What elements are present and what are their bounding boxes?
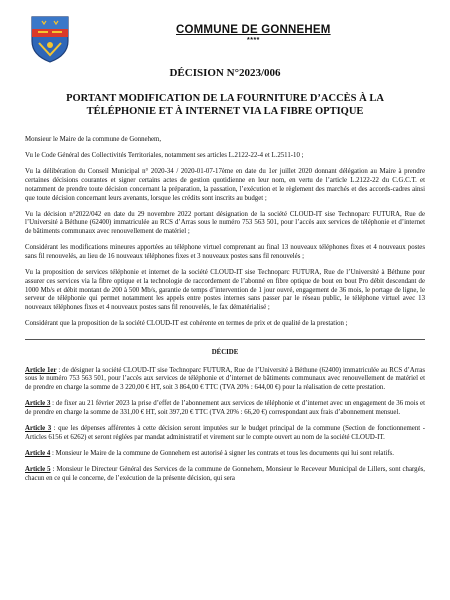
- preamble-paragraph: Vu le Code Général des Collectivités Territoriales, notamment ses articles L.2122-22-4 et L.2511-10 ;: [25, 152, 304, 160]
- preamble-paragraph: Considérant les modifications mineures apportées au téléphone virtuel comprenant au final 13 nouveaux téléphones fixes et 4 nouveaux postes sans fil renouvelés, au lieu de 16 nouveaux téléphones fixes et 3 nouveaux postes sans fil renouvelés ;: [25, 244, 425, 261]
- commune-coat-of-arms-icon: [30, 15, 70, 63]
- commune-name: COMMUNE DE GONNEHEM: [176, 24, 331, 36]
- decision-title: PORTANT MODIFICATION DE LA FOURNITURE D’ACCÈS À LA TÉLÉPHONIE ET À INTERNET VIA LA FIBRE OPTIQUE: [66, 93, 384, 117]
- article-label: Article 1er: [25, 366, 57, 374]
- decide-heading: DÉCIDE: [25, 339, 425, 358]
- article-paragraph: [25, 466, 425, 483]
- preamble-paragraph: Vu la proposition de services téléphonie et internet de la société CLOUD-IT sise Technoparc FUTURA, Rue de l’Université à Béthune pour assurer ces services via la fibre optique et la technologie de raccordement de l’abonné en fibre optique de bout en bout Pro débit descendant de 1000 Mb/s et débit montant de 200 à 500 Mb/s, garantie de temps d’intervention de 1 jour ouvré, engagement de 36 mois, le portage de ligne, le serveur de téléphonie qui permet notamment les appels entre postes internes sans passer par le réseau public, le téléphone virtuel avec 13 nouveaux téléphones fixes et 4 nouveaux postes sans fil renouvelés, le fax dématérialisé ;: [25, 269, 425, 312]
- preamble-paragraph: Vu la délibération du Conseil Municipal n° 2020-34 / 2020-01-07-17ème en date du 1er juillet 2020 donnant délégation au Maire à prendre certaines décisions courantes et signer certains actes de gestion quotidienne en leur nom, en vertu de l’article L.2122-22 du C.G.C.T. et notamment de prendre toute décision concernant la préparation, la passation, l’exécution et le règlement des marchés et des accords-cadres ainsi que toute décision concernant leurs avenants, lorsque les crédits sont inscrits au budget ;: [25, 168, 425, 202]
- article-text: : que les dépenses afférentes à cette décision seront imputées sur le budget principal de la commune (Section de fonctionnement - Articles 6156 et 6262) et seront réglées par mandat administratif et virement sur le compte ouvert au nom de la société CLOUD-IT.: [25, 425, 425, 441]
- preamble-paragraph: Monsieur le Maire de la commune de Gonnehem,: [25, 136, 162, 143]
- article-text: : de désigner la société CLOUD-IT sise Technoparc FUTURA, Rue de l’Université à Béthune (62400) immatriculée au RCS d’Arras sous le numéro 753 563 501, pour l’accès aux services de téléphonie et d’internet de bâtiments communaux avec renouvellement de matériel et de prendre en charge la somme de 3 220,00 € HT, soit 3 864,00 € TTC (TVA 20% : 644,00 €) pour la réalisation de cette prestation.: [25, 366, 425, 392]
- preamble-paragraph: Vu la décision n°2022/042 en date du 29 novembre 2022 portant désignation de la société CLOUD-IT sise Technoparc FUTURA, Rue de l’Université à Béthune (62400) immatriculée au RCS d’Arras sous le numéro 753 563 501, pour l’accès aux services de téléphonie et d’internet de bâtiments communaux avec renouvellement de matériel ;: [25, 210, 425, 236]
- article-text: : de fixer au 21 février 2023 la prise d’effet de l’abonnement aux services de téléphonie et d’internet avec un engagement de 36 mois et de prendre en charge la somme de 331,00 € HT, soit 397,20 € TTC (TVA 20% : 66,20 €) correspondant aux frais d’abonnement mensuel.: [25, 400, 425, 416]
- decision-body: [25, 136, 425, 491]
- article-text: : Monsieur le Directeur Général des Services de la commune de Gonnehem, Monsieur le Receveur Municipal de Lillers, sont chargés, chacun en ce qui le concerne, de l’exécution de la présente décision, qui sera: [25, 466, 425, 482]
- article-label: Article 3: [25, 400, 51, 408]
- decision-number: DÉCISION N°2023/006: [169, 67, 281, 79]
- article-text: : Monsieur le Maire de la commune de Gonnehem est autorisé à signer les contrats et tous les documents qui lui sont relatifs.: [50, 450, 394, 458]
- preamble-paragraph: Considérant que la proposition de la société CLOUD-IT est cohérente en termes de prix et de qualité de la prestation ;: [25, 320, 348, 328]
- article-paragraph: [25, 425, 425, 442]
- article-label: Article 5: [25, 466, 51, 474]
- article-label: Article 3: [25, 425, 52, 433]
- article-paragraph: [25, 450, 425, 459]
- article-label: Article 4: [25, 450, 51, 458]
- article-paragraph: [25, 367, 425, 393]
- article-paragraph: [25, 400, 425, 417]
- header-stars: ****: [247, 37, 260, 44]
